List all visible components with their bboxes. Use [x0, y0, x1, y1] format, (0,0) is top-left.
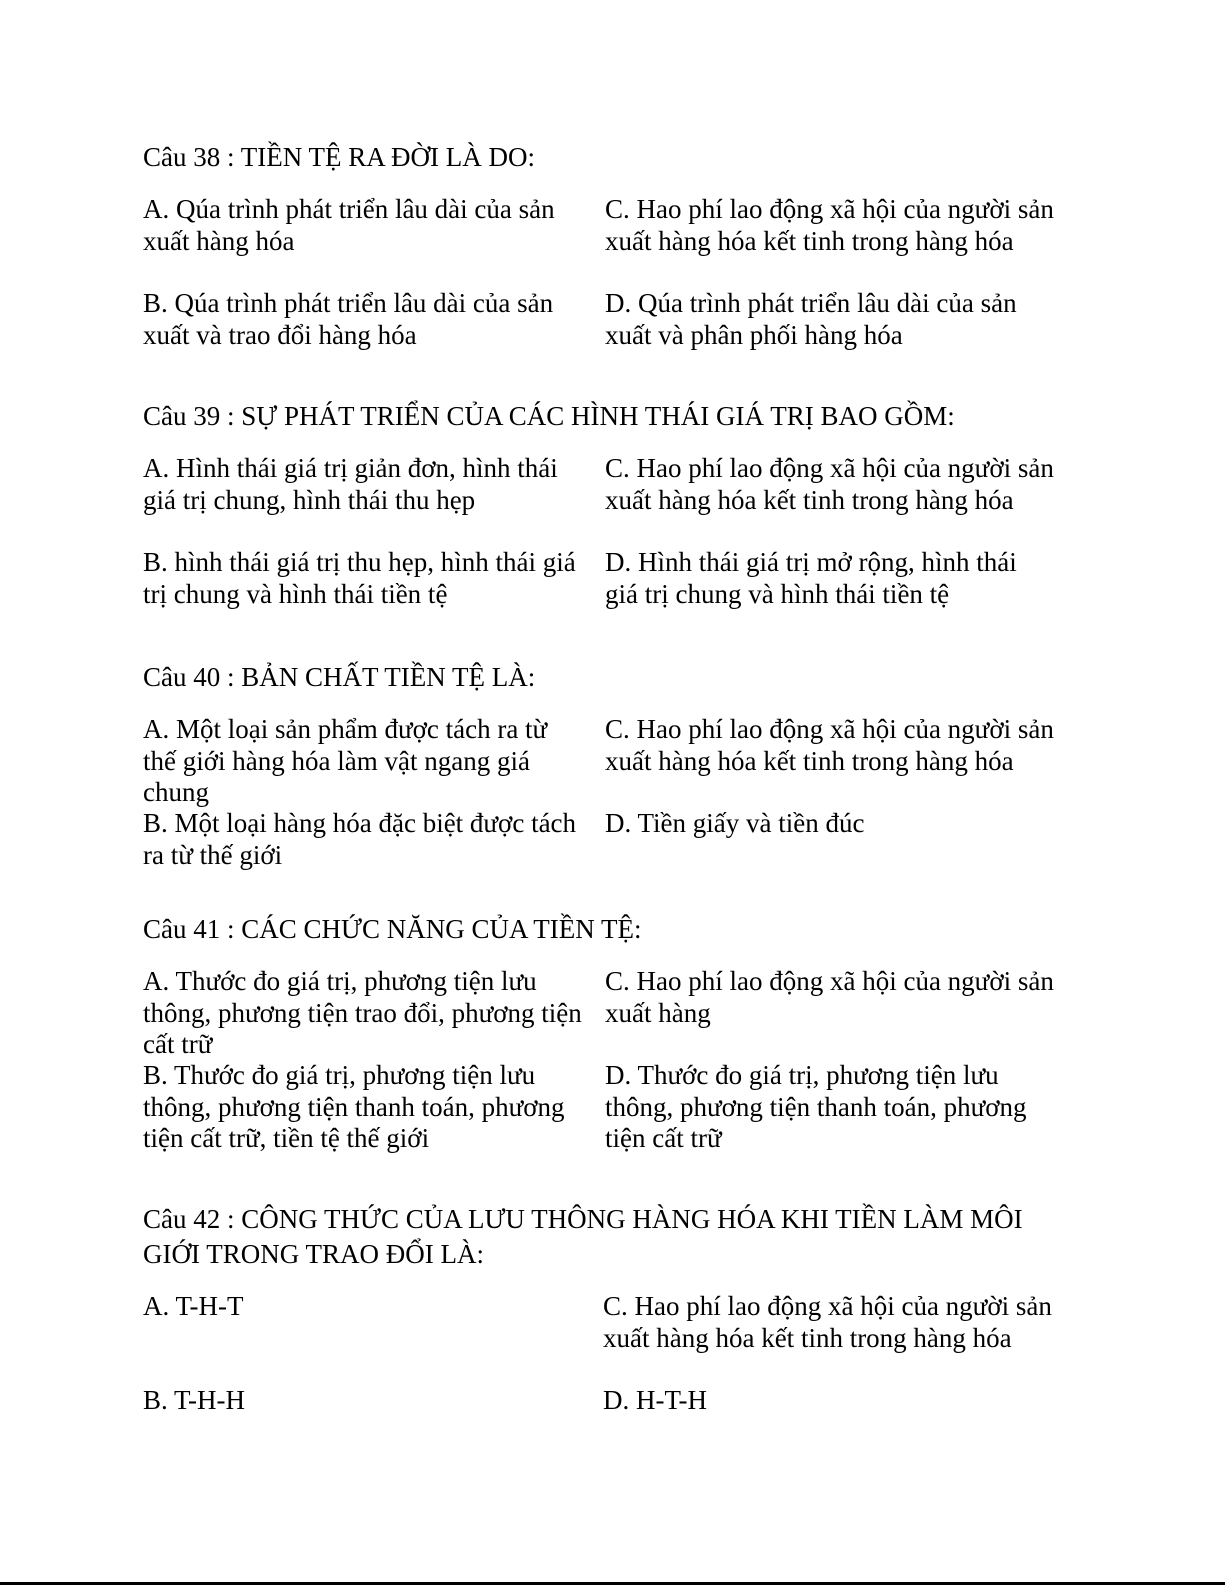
question-title: Câu 41 : CÁC CHỨC NĂNG CỦA TIỀN TỆ: [143, 914, 642, 944]
option-d: D. Qúa trình phát triển lâu dài của sản xuất và phân phối hàng hóa [605, 288, 1017, 350]
option-c: C. Hao phí lao động xã hội của người sản xuất hàng hóa kết tinh trong hàng hóa [603, 1291, 1052, 1353]
option-d: D. H-T-H [603, 1385, 707, 1415]
option-d: D. Tiền giấy và tiền đúc [605, 808, 865, 838]
question-title: Câu 38 : TIỀN TỆ RA ĐỜI LÀ DO: [143, 142, 535, 172]
question-41 [143, 912, 1073, 1153]
question-title: Câu 39 : SỰ PHÁT TRIỂN CỦA CÁC HÌNH THÁI GIÁ TRỊ BAO GỒM: [143, 401, 955, 431]
option-a: A. Một loại sản phẩm được tách ra từ thế giới hàng hóa làm vật ngang giá chung [143, 714, 548, 807]
option-b: B. Qúa trình phát triển lâu dài của sản xuất và trao đổi hàng hóa [143, 288, 554, 350]
option-a: A. Hình thái giá trị giản đơn, hình thái giá trị chung, hình thái thu hẹp [143, 453, 558, 515]
option-b: B. Thước đo giá trị, phương tiện lưu thông, phương tiện thanh toán, phương tiện cất trữ, tiền tệ thế giới [143, 1060, 565, 1153]
option-a: A. T-H-T [143, 1291, 244, 1321]
question-42 [143, 1202, 1073, 1415]
option-d: D. Thước đo giá trị, phương tiện lưu thông, phương tiện thanh toán, phương tiện cất trữ [605, 1060, 1027, 1153]
option-c: C. Hao phí lao động xã hội của người sản xuất hàng hóa kết tinh trong hàng hóa [605, 714, 1054, 776]
option-d: D. Hình thái giá trị mở rộng, hình thái giá trị chung và hình thái tiền tệ [605, 547, 1017, 609]
option-a: A. Thước đo giá trị, phương tiện lưu thông, phương tiện trao đổi, phương tiện cất trữ [143, 966, 582, 1059]
option-c: C. Hao phí lao động xã hội của người sản xuất hàng hóa kết tinh trong hàng hóa [605, 453, 1054, 515]
question-38 [143, 140, 1073, 350]
option-c: C. Hao phí lao động xã hội của người sản xuất hàng hóa kết tinh trong hàng hóa [605, 194, 1054, 256]
option-b: B. Một loại hàng hóa đặc biệt được tách ra từ thế giới [143, 808, 577, 870]
option-a: A. Qúa trình phát triển lâu dài của sản xuất hàng hóa [143, 194, 555, 256]
option-b: B. hình thái giá trị thu hẹp, hình thái giá trị chung và hình thái tiền tệ [143, 547, 576, 609]
question-title: Câu 40 : BẢN CHẤT TIỀN TỆ LÀ: [143, 662, 536, 692]
question-40 [143, 660, 1073, 870]
option-b: B. T-H-H [143, 1385, 246, 1415]
question-title: Câu 42 : CÔNG THỨC CỦA LƯU THÔNG HÀNG HÓA KHI TIỀN LÀM MÔI GIỚI TRONG TRAO ĐỔI LÀ: [143, 1204, 1023, 1269]
question-39 [143, 399, 1073, 609]
option-c: C. Hao phí lao động xã hội của người sản xuất hàng [605, 966, 1054, 1028]
